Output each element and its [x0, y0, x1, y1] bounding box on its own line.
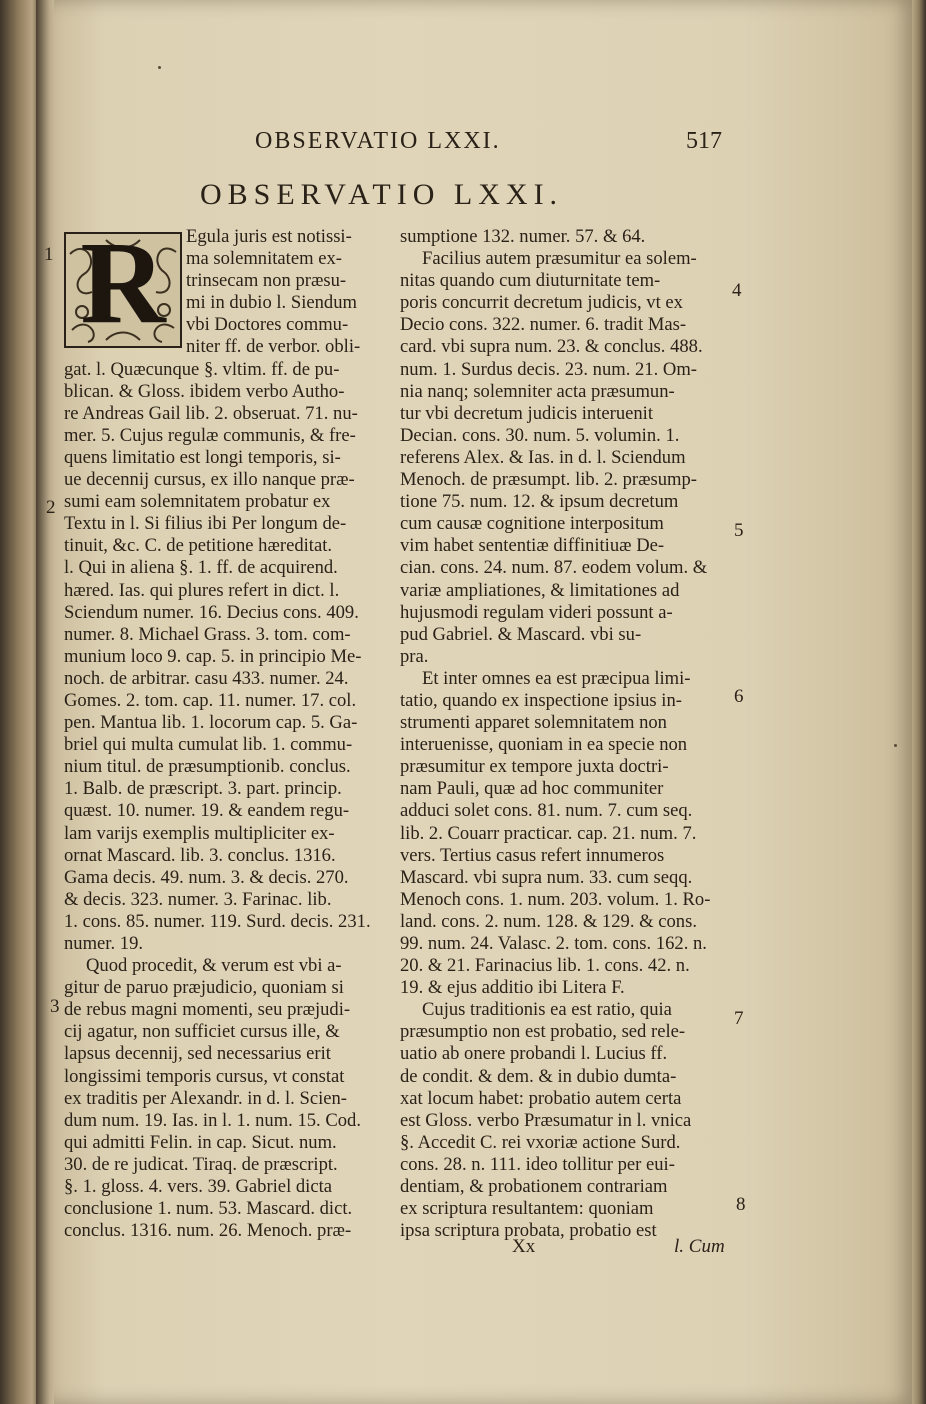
text-line: trinsecam non præsu- [186, 270, 347, 292]
text-line: tatio, quando ex inspectione ipsius in- [400, 689, 682, 711]
text-line: hujusmodi regulam videri possunt a- [400, 601, 673, 623]
text-line: adduci solet cons. 81. num. 7. cum seq. [400, 800, 693, 822]
folio-number: 517 [686, 128, 722, 154]
text-line: 1. Balb. de præscript. 3. part. princip. [64, 778, 342, 800]
text-line: cum causæ cognitione interpositum [400, 513, 664, 535]
text-line: vim habet sententiæ diffinitiuæ De- [400, 535, 665, 557]
text-line: pra. [400, 645, 429, 667]
text-line: niter ff. de verbor. obli- [186, 336, 361, 358]
margin-number: 7 [734, 1008, 744, 1029]
text-line: Menoch. de præsumpt. lib. 2. præsump- [400, 469, 697, 491]
text-line: blican. & Gloss. ibidem verbo Autho- [64, 380, 345, 402]
drop-cap-letter: R [80, 232, 166, 348]
text-line: lam varijs exemplis multipliciter ex- [64, 822, 335, 844]
text-line: Decian. cons. 30. num. 5. volumin. 1. [400, 424, 680, 446]
text-line: referens Alex. & Ias. in d. l. Sciendum [400, 446, 686, 468]
text-line: 30. de re judicat. Tiraq. de præscript. [64, 1153, 338, 1175]
text-line: briel qui multa cumulat lib. 1. commu- [64, 734, 353, 756]
text-line: qui admitti Felin. in cap. Sicut. num. [64, 1131, 337, 1153]
text-line: nitas quando cum diuturnitate tem- [400, 270, 661, 292]
text-line: nia nanq; solemniter acta præsumun- [400, 380, 675, 402]
text-line: tinuit, &c. C. de petitione hæreditat. [64, 535, 333, 557]
signature-mark: Xx [512, 1236, 536, 1257]
text-line: tione 75. num. 12. & ipsum decretum [400, 491, 679, 513]
text-line: ex scriptura resultantem: quoniam [400, 1198, 654, 1220]
text-line: de condit. & dem. & in dubio dumta- [400, 1065, 677, 1087]
text-line: ue decennij cursus, ex illo nanque præ- [64, 469, 355, 491]
text-line: Gomes. 2. tom. cap. 11. numer. 17. col. [64, 689, 357, 711]
text-line: de rebus magni momenti, seu præjudi- [64, 999, 351, 1021]
margin-number: 8 [736, 1194, 746, 1215]
catchword: l. Cum [674, 1236, 725, 1257]
text-line: dum num. 19. Ias. in l. 1. num. 15. Cod. [64, 1109, 361, 1131]
text-line: conclus. 1316. num. 26. Menoch. præ- [64, 1220, 352, 1242]
paper-speck [894, 744, 897, 747]
text-line: pud Gabriel. & Mascard. vbi su- [400, 623, 642, 645]
text-line: numer. 8. Michael Grass. 3. tom. com- [64, 623, 351, 645]
text-line: præsumptio non est probatio, sed rele- [400, 1021, 686, 1043]
left-column [64, 226, 386, 1242]
margin-number: 3 [50, 996, 60, 1017]
text-line: ipsa scriptura probata, probatio est [400, 1220, 657, 1242]
text-line: numer. 19. [64, 933, 144, 954]
margin-number: 1 [44, 244, 54, 265]
text-line: munium loco 9. cap. 5. in principio Me- [64, 645, 362, 667]
margin-number: 5 [734, 520, 744, 541]
text-line: gitur de paruo præjudicio, quoniam si [64, 977, 344, 999]
text-line: conclusione 1. num. 53. Mascard. dict. [64, 1198, 353, 1220]
text-line: sumi eam solemnitatem probatur ex [64, 491, 331, 513]
paper-speck [158, 66, 161, 69]
text-line: noch. de arbitrar. casu 433. numer. 24. [64, 667, 349, 689]
right-column [400, 226, 726, 1242]
text-line: xat locum habet: probatio autem certa [400, 1087, 682, 1109]
text-line: num. 1. Surdus decis. 23. num. 21. Om- [400, 358, 697, 380]
text-line: 20. & 21. Farinacius lib. 1. cons. 42. n. [400, 955, 690, 977]
text-line: & decis. 323. numer. 3. Farinac. lib. [64, 888, 332, 910]
text-line: pen. Mantua lib. 1. locorum cap. 5. Ga- [64, 712, 358, 734]
text-line: §. 1. gloss. 4. vers. 39. Gabriel dicta [64, 1176, 333, 1198]
text-line: cij agatur, non sufficiet cursus ille, & [64, 1021, 340, 1043]
text-line: 1. cons. 85. numer. 119. Surd. decis. 231. [64, 910, 371, 932]
text-line: Facilius autem præsumitur ea solem- [422, 248, 697, 270]
text-line: lib. 2. Couarr practicar. cap. 21. num. 7. [400, 822, 697, 844]
text-line: longissimi temporis cursus, vt constat [64, 1065, 345, 1087]
text-line: nam Pauli, quæ ad hoc communiter [400, 778, 664, 800]
text-line: ma solemnitatem ex- [186, 248, 342, 270]
text-line: Gama decis. 49. num. 3. & decis. 270. [64, 866, 349, 888]
text-line: Cujus traditionis ea est ratio, quia [422, 999, 672, 1021]
text-line: 19. & ejus additio ibi Litera F. [400, 977, 625, 999]
text-line: Mascard. vbi supra num. 33. cum seqq. [400, 866, 693, 888]
text-line: variæ ampliationes, & limitationes ad [400, 579, 680, 601]
text-line: hæred. Ias. qui plures refert in dict. l. [64, 579, 340, 601]
text-line: nium titul. de præsumptionib. conclus. [64, 756, 351, 778]
facing-page-edge [0, 0, 40, 1404]
text-line: re Andreas Gail lib. 2. obseruat. 71. nu- [64, 402, 358, 424]
text-line: Sciendum numer. 16. Decius cons. 409. [64, 601, 359, 623]
text-line: vers. Tertius casus refert innumeros [400, 844, 665, 866]
text-line: gat. l. Quæcunque §. vltim. ff. de pu- [64, 358, 340, 380]
text-line: est Gloss. verbo Præsumatur in l. vnica [400, 1109, 692, 1131]
text-line: 99. num. 24. Valasc. 2. tom. cons. 162. n. [400, 933, 707, 954]
margin-number: 6 [734, 686, 744, 707]
text-line: card. vbi supra num. 23. & conclus. 488. [400, 336, 703, 358]
text-line: poris concurrit decretum judicis, vt ex [400, 292, 683, 314]
text-line: Decio cons. 322. numer. 6. tradit Mas- [400, 314, 687, 336]
text-line: Quod procedit, & verum est vbi a- [86, 955, 342, 977]
text-line: mer. 5. Cujus regulæ communis, & fre- [64, 424, 356, 446]
text-line: interuenisse, quoniam in ea specie non [400, 734, 688, 756]
chapter-title: OBSERVATIO LXXI. [200, 178, 564, 211]
text-line: land. cons. 2. num. 128. & 129. & cons. [400, 910, 697, 932]
text-line: sumptione 132. numer. 57. & 64. [400, 226, 646, 247]
text-line: §. Accedit C. rei vxoriæ actione Surd. [400, 1131, 681, 1153]
text-line: tur vbi decretum judicis interuenit [400, 402, 654, 424]
text-line: l. Qui in aliena §. 1. ff. de acquirend. [64, 557, 338, 579]
text-line: Textu in l. Si filius ibi Per longum de- [64, 513, 347, 535]
page-fore-edge [912, 0, 926, 1404]
text-line: quens limitatio est longi temporis, si- [64, 446, 341, 468]
text-line: lapsus decennij, sed necessarius erit [64, 1043, 331, 1065]
text-line: dentiam, & probationem contrariam [400, 1176, 668, 1198]
text-line: Menoch cons. 1. num. 203. volum. 1. Ro- [400, 888, 711, 910]
text-line: vbi Doctores commu- [186, 314, 349, 336]
text-line: Egula juris est notissi- [186, 226, 352, 247]
margin-number: 4 [732, 280, 742, 301]
margin-number: 2 [46, 497, 56, 518]
text-line: cons. 28. n. 111. ideo tollitur per eui- [400, 1153, 675, 1175]
running-head: OBSERVATIO LXXI. [255, 128, 501, 154]
text-line: Et inter omnes ea est præcipua limi- [422, 667, 691, 689]
text-line: cian. cons. 24. num. 87. eodem volum. & [400, 557, 708, 579]
text-line: mi in dubio l. Siendum [186, 292, 357, 314]
text-line: præsumitur ex tempore juxta doctri- [400, 756, 669, 778]
text-line: ornat Mascard. lib. 3. conclus. 1316. [64, 844, 336, 866]
text-line: strumenti apparet solemnitatem non [400, 712, 667, 734]
text-line: ex traditis per Alexandr. in d. l. Scien- [64, 1087, 347, 1109]
text-line: quæst. 10. numer. 19. & eandem regu- [64, 800, 350, 822]
text-line: uatio ab onere probandi l. Lucius ff. [400, 1043, 668, 1065]
